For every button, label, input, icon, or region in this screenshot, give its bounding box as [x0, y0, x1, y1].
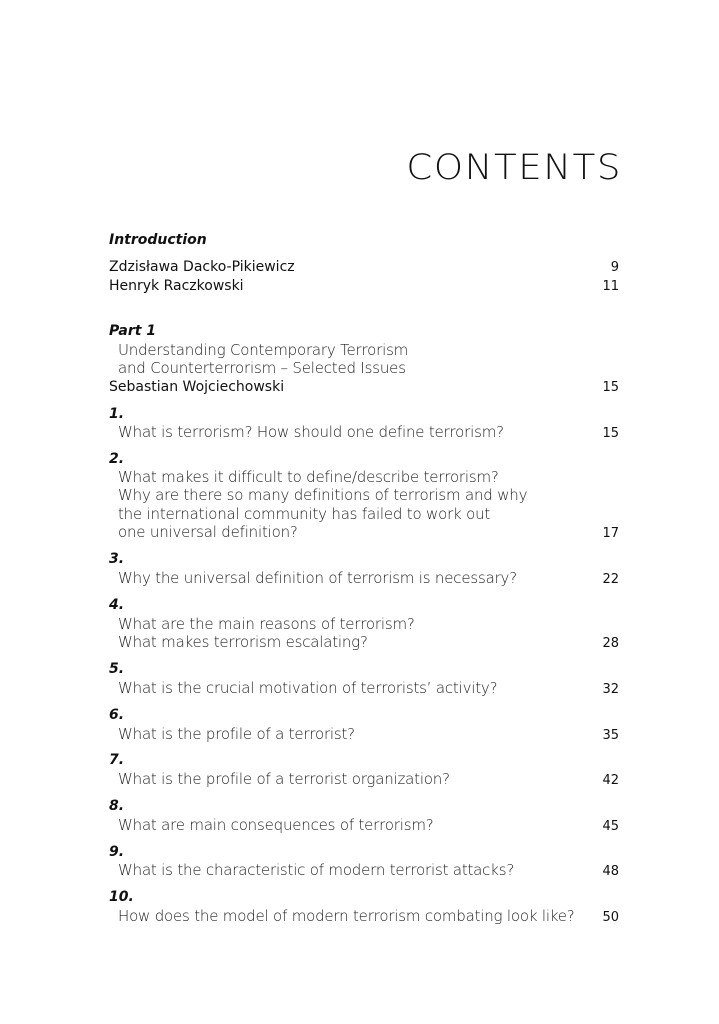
question-number: 1.: [109, 406, 125, 422]
question-page: 50: [602, 910, 619, 925]
part-page: 15: [602, 380, 619, 395]
question-page: 48: [602, 864, 619, 879]
part-title-line-2: and Counterterrorism – Selected Issues: [118, 359, 406, 377]
intro-author-2: Henryk Raczkowski: [109, 278, 244, 294]
intro-author-1: Zdzisława Dacko-Pikiewicz: [109, 259, 295, 275]
question-number: 7.: [109, 752, 125, 768]
question-text: Why the universal definition of terrorism is necessary?: [118, 569, 517, 587]
question-number: 6.: [109, 707, 125, 723]
intro-page-2: 11: [602, 279, 619, 294]
question-number: 2.: [109, 451, 125, 467]
intro-page-1: 9: [610, 260, 619, 275]
page-title: CONTENTS: [406, 148, 622, 188]
question-text: one universal definition?: [118, 523, 298, 541]
question-text: What makes terrorism escalating?: [118, 633, 368, 651]
question-number: 4.: [109, 597, 125, 613]
question-number: 8.: [109, 798, 125, 814]
question-number: 10.: [109, 889, 134, 905]
question-text: What makes it difficult to define/describe terrorism?: [118, 468, 499, 486]
question-page: 15: [602, 426, 619, 441]
question-page: 35: [602, 728, 619, 743]
question-text: What is the crucial motivation of terrorists’ activity?: [118, 679, 498, 697]
question-page: 17: [602, 526, 619, 541]
question-number: 5.: [109, 661, 125, 677]
part-title-line-1: Understanding Contemporary Terrorism: [118, 341, 409, 359]
question-page: 32: [602, 682, 619, 697]
question-text: What is terrorism? How should one define terrorism?: [118, 423, 504, 441]
part-label: Part 1: [109, 323, 157, 339]
question-page: 22: [602, 572, 619, 587]
question-page: 28: [602, 636, 619, 651]
question-text: What are main consequences of terrorism?: [118, 816, 434, 834]
question-text: What is the profile of a terrorist organization?: [118, 770, 450, 788]
question-page: 42: [602, 773, 619, 788]
question-text: What is the characteristic of modern terrorist attacks?: [118, 861, 515, 879]
introduction-label: Introduction: [109, 232, 207, 248]
question-number: 3.: [109, 551, 125, 567]
question-text: the international community has failed to work out: [118, 505, 491, 523]
question-text: Why are there so many definitions of terrorism and why: [118, 486, 528, 504]
question-text: What is the profile of a terrorist?: [118, 725, 355, 743]
question-text: What are the main reasons of terrorism?: [118, 615, 415, 633]
question-page: 45: [602, 819, 619, 834]
question-number: 9.: [109, 844, 125, 860]
question-text: How does the model of modern terrorism combating look like?: [118, 907, 575, 925]
part-author: Sebastian Wojciechowski: [109, 379, 285, 395]
